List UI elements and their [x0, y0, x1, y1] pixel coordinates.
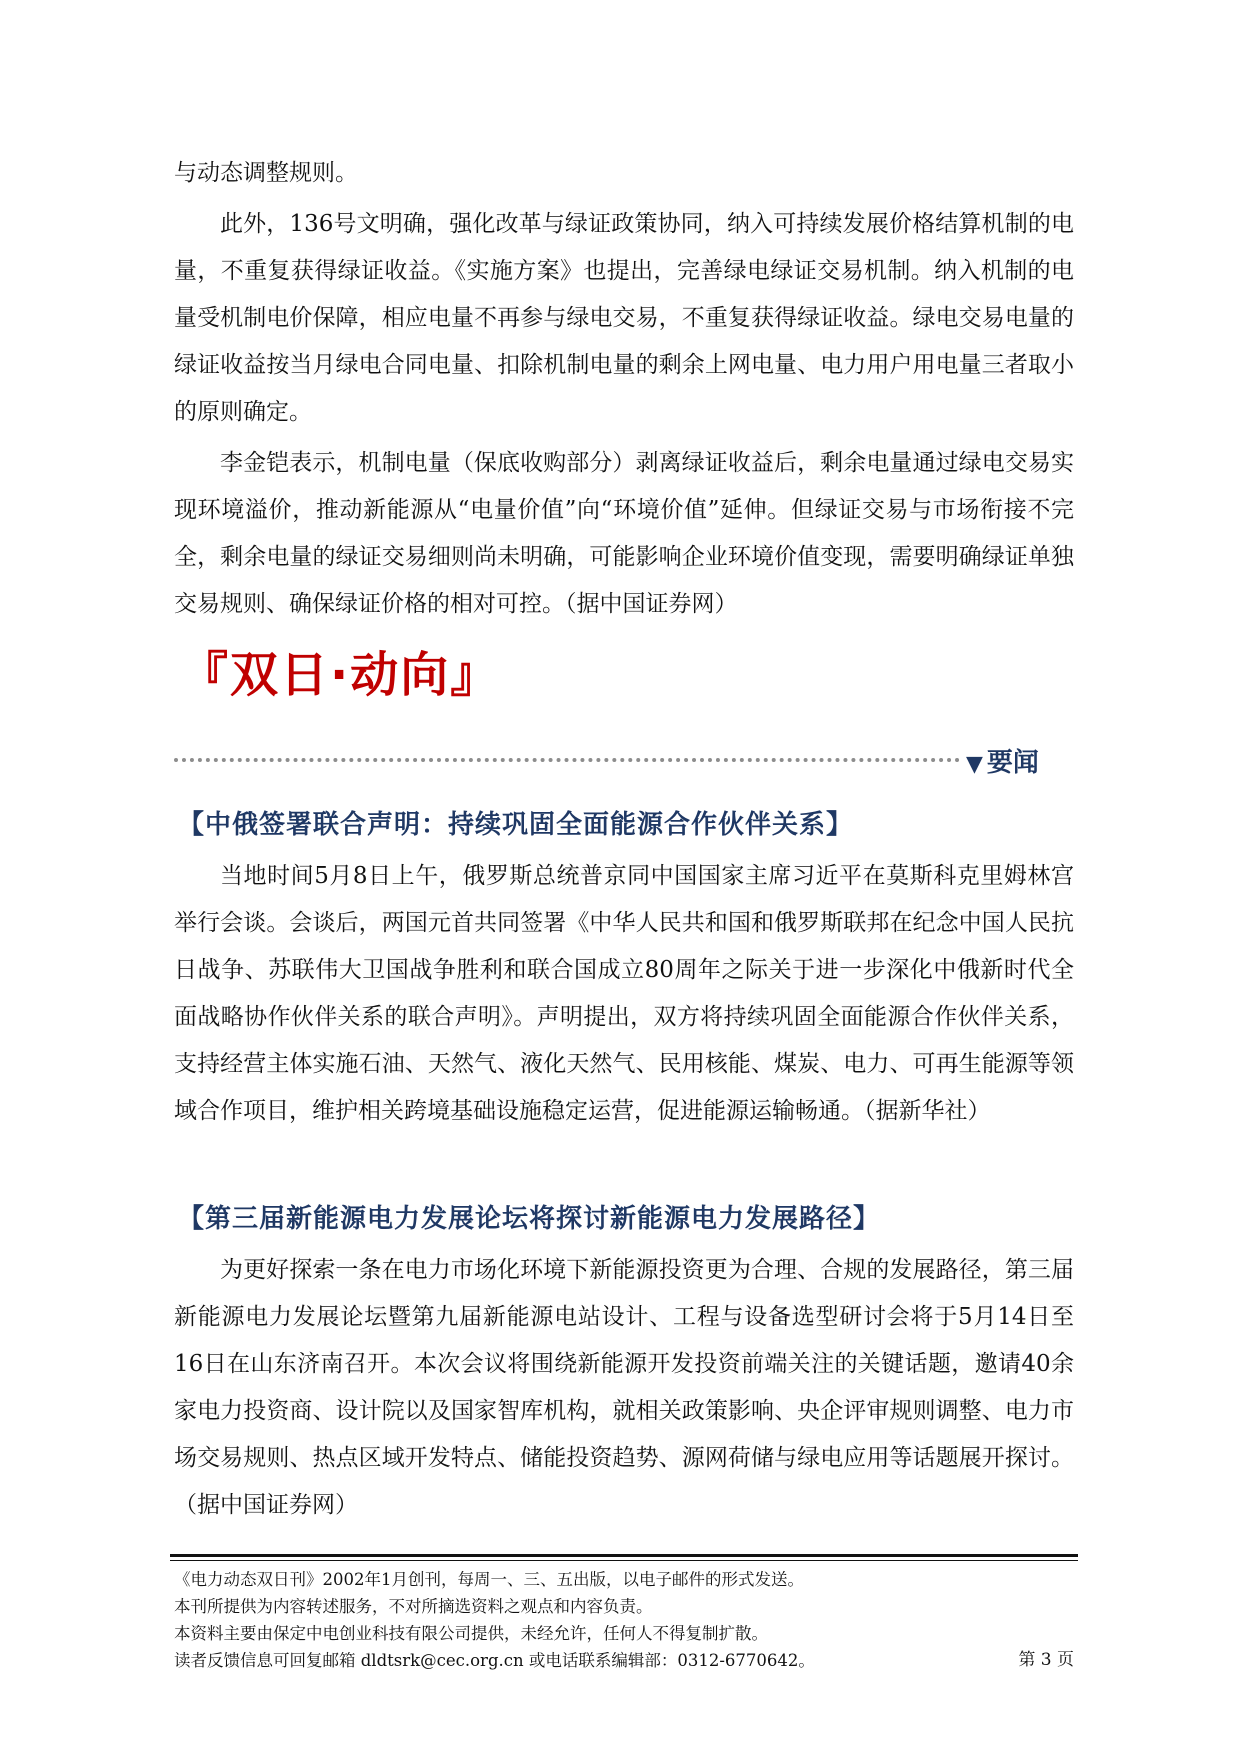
- paragraph-expert-comment: 李金铠表示，机制电量（保底收购部分）剥离绿证收益后，剩余电量通过绿电交易实现环境溢价，推动新能源从“电量价值”向“环境价值”延伸。但绿证交易与市场衔接不完全，剩余电量的绿证交易细则尚未明确，可能影响企业环境价值变现，需要明确绿证单独交易规则、确保绿证价格的相对可控。（据中国证券网）: [174, 450, 1074, 617]
- article-china-russia: [174, 804, 1074, 1139]
- article-body: 为更好探索一条在电力市场化环境下新能源投资更为合理、合规的发展路径，第三届新能源电力发展论坛暨第九届新能源电站设计、工程与设备选型研讨会将于5月14日至16日在山东济南召开。本次会议将围绕新能源开发投资前端关注的关键话题，邀请40余家电力投资商、设计院以及国家智库机构，就相关政策影响、央企评审规则调整、电力市场交易规则、热点区域开发特点、储能投资趋势、源网荷储与绿电应用等话题展开探讨。（据中国证券网）: [174, 1257, 1074, 1518]
- footer-line-contact: 读者反馈信息可回复邮箱 dldtsrk@cec.org.cn 或电话联系编辑部：0312-6770642。: [174, 1651, 815, 1670]
- dotted-divider: [174, 758, 960, 762]
- paragraph-green-certificate-policy: 此外，136号文明确，强化改革与绿证政策协同，纳入可持续发展价格结算机制的电量，不重复获得绿证收益。《实施方案》也提出，完善绿电绿证交易机制。纳入机制的电量受机制电价保障，相应电量不再参与绿电交易，不重复获得绿证收益。绿电交易电量的绿证收益按当月绿电合同电量、扣除机制电量的剩余上网电量、电力用户用电量三者取小的原则确定。: [174, 211, 1074, 425]
- page-number: 第 3 页: [1018, 1650, 1074, 1670]
- article-body: 当地时间5月8日上午，俄罗斯总统普京同中国国家主席习近平在莫斯科克里姆林宫举行会谈。会谈后，两国元首共同签署《中华人民共和国和俄罗斯联邦在纪念中国人民抗日战争、苏联伟大卫国战争胜利和联合国成立80周年之际关于进一步深化中俄新时代全面战略协作伙伴关系的联合声明》。声明提出，双方将持续巩固全面能源合作伙伴关系，支持经营主体实施石油、天然气、液化天然气、民用核能、煤炭、电力、可再生能源等领域合作项目，维护相关跨境基础设施稳定运营，促进能源运输畅通。（据新华社）: [174, 863, 1074, 1124]
- top-body-text: [174, 150, 1074, 632]
- footer-line: 本刊所提供为内容转述服务，不对所摘选资料之观点和内容负责。: [174, 1597, 653, 1616]
- paragraph-continuation: 与动态调整规则。: [174, 160, 358, 186]
- triangle-down-icon: ▼: [966, 752, 983, 777]
- footer-line: 本资料主要由保定中电创业科技有限公司提供，未经允许，任何人不得复制扩散。: [174, 1624, 768, 1643]
- article-headline: 【第三届新能源电力发展论坛将探讨新能源电力发展路径】: [178, 1204, 881, 1234]
- article-headline: 【中俄签署联合声明：持续巩固全面能源合作伙伴关系】: [178, 810, 854, 840]
- footer-rule-thick: [170, 1554, 1078, 1557]
- footer-line: 《电力动态双日刊》2002年1月创刊，每周一、三、五出版，以电子邮件的形式发送。: [174, 1570, 804, 1589]
- section-title: 『双日·动向』: [180, 647, 501, 703]
- subsection-label: [966, 742, 1039, 779]
- page-footer: [174, 1566, 1074, 1674]
- subsection-text: 要闻: [986, 748, 1039, 778]
- footer-rule-thin: [170, 1560, 1078, 1561]
- article-forum: [174, 1198, 1074, 1533]
